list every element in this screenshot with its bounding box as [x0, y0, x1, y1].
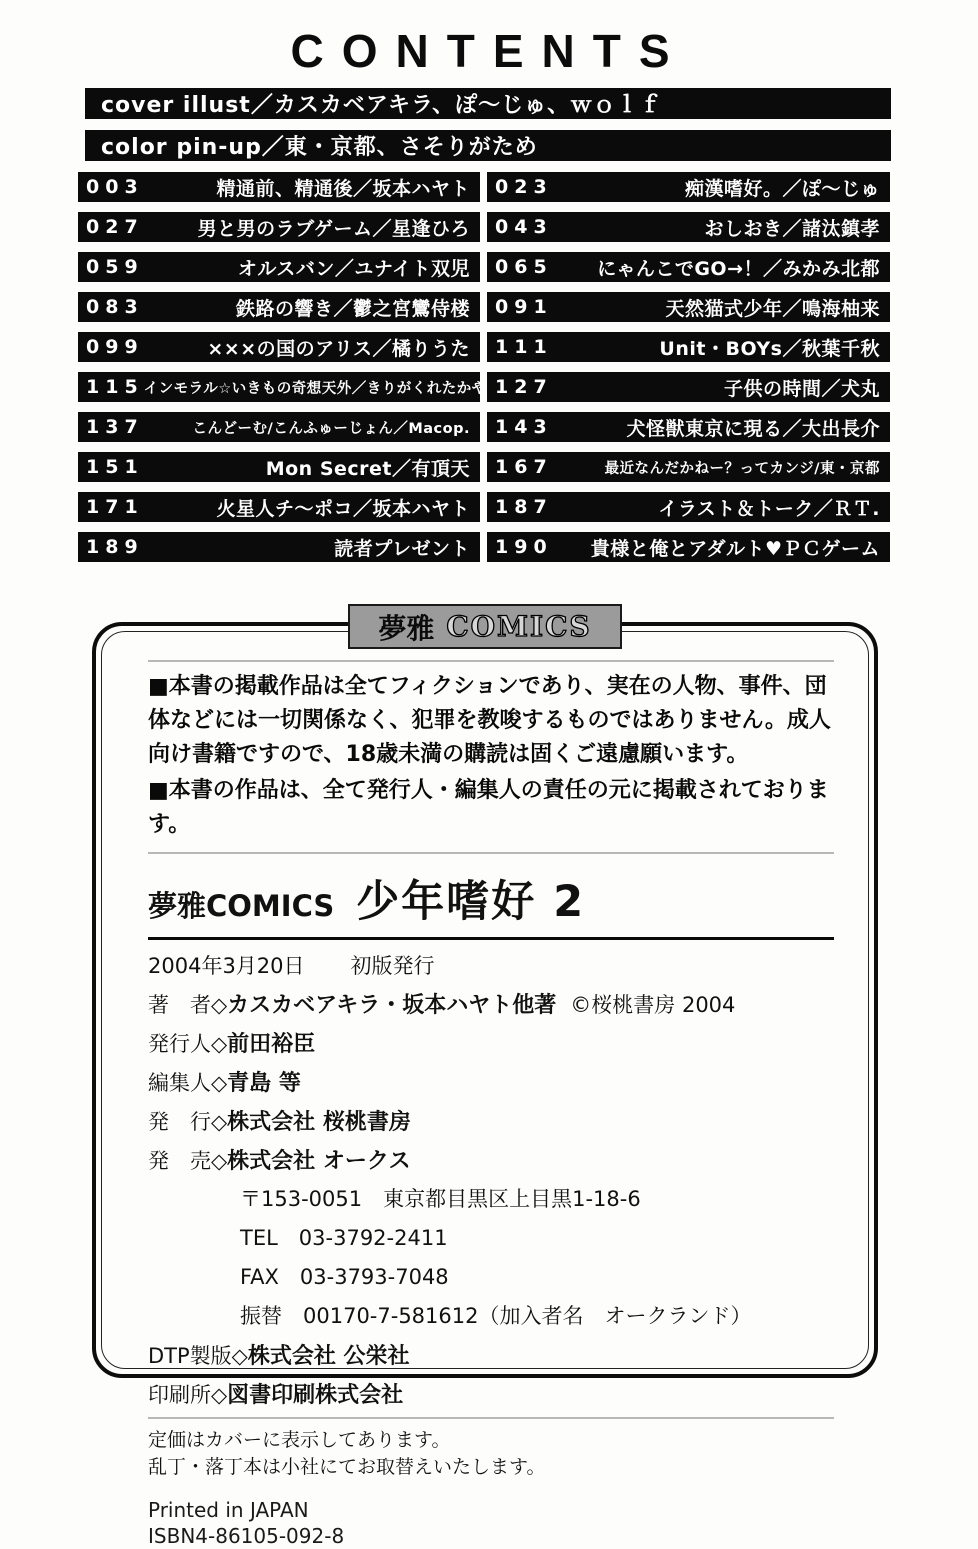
isbn-number: ISBN4-86105-092-8 [148, 1524, 345, 1548]
print-identifiers [148, 1497, 834, 1549]
toc-row [78, 172, 480, 202]
toc-entry-title: 男と男のラブゲーム／星逢ひろ [197, 217, 470, 240]
defect-note: 乱丁・落丁本は小社にてお取替えいたします。 [148, 1456, 546, 1478]
toc-entry-title: 鉄路の響き／鬱之宮鸞侍楼 [235, 297, 470, 320]
toc-page-number: 189 [86, 536, 144, 558]
toc-entry-title: オルスバン／ユナイト双児 [237, 257, 470, 280]
toc-row [487, 172, 890, 202]
toc-page-number: 083 [86, 296, 144, 318]
toc-entry-title: 子供の時間／犬丸 [723, 377, 880, 400]
toc-page-number: 143 [495, 416, 553, 438]
role-value: 株式会社 公栄社 [247, 1344, 410, 1369]
copyright-notice: ©桜桃書房 2004 [570, 993, 736, 1017]
price-note: 定価はカバーに表示してあります。 [148, 1429, 451, 1451]
toc-row [487, 412, 890, 442]
toc-entry-title: 痴漢嗜好。／ぽ～じゅ [684, 177, 880, 200]
colophon-details [148, 950, 834, 1409]
page-title: CONTENTS [290, 25, 688, 77]
role-value: 図書印刷株式会社 [227, 1383, 404, 1408]
editor-person-line [148, 1066, 834, 1097]
role-value: 青島 等 [227, 1071, 301, 1096]
distributor-line [148, 1144, 834, 1175]
book-title: 少年嗜好 2 [356, 877, 586, 927]
toc-page-number: 059 [86, 256, 144, 278]
divider [148, 660, 834, 662]
toc-row [78, 252, 480, 282]
publisher-company-line [148, 1105, 834, 1136]
toc-row [487, 372, 890, 402]
toc-row [487, 212, 890, 242]
toc-page-number: 023 [495, 176, 553, 198]
role-value: 株式会社 桜桃書房 [227, 1110, 411, 1135]
toc-row [487, 252, 890, 282]
imprint-kanji: 夢雅 [378, 611, 435, 645]
toc-page-number: 190 [495, 536, 553, 558]
toc-page-number: 043 [495, 216, 553, 238]
toc-entry-title: Unit・BOYs／秋葉千秋 [659, 337, 880, 360]
postal-transfer-account: 振替 00170-7-581612（加入者名 オークランド） [240, 1304, 752, 1328]
toc-row [78, 452, 480, 482]
toc-row [78, 412, 480, 442]
color-pinup-bar [85, 130, 891, 161]
toc-entry-title: 貴様と俺とアダルト♥ＰＣゲーム [590, 537, 880, 560]
cover-illust-label: cover illust／カスカベアキラ、ぽ～じゅ、ｗｏｌｆ [101, 93, 663, 118]
book-title-row [148, 868, 834, 940]
dtp-line [148, 1339, 834, 1370]
role-label: 発行人◇ [148, 1032, 228, 1056]
toc-page-number: 171 [86, 496, 144, 518]
toc-page-number: 115 [86, 376, 144, 398]
toc-entry-title: 火星人チ～ポコ／坂本ハヤト [216, 497, 470, 520]
role-label: 発 売◇ [148, 1149, 228, 1173]
author-line [148, 988, 834, 1019]
toc-entry-title: 精通前、精通後／坂本ハヤト [216, 177, 470, 200]
toc-row [487, 332, 890, 362]
cover-illust-bar [85, 88, 891, 119]
toc-page-number: 111 [495, 336, 553, 358]
toc-entry-title: にゃんこでGO→！／みかみ北都 [597, 257, 880, 280]
toc-row [487, 292, 890, 322]
toc-entry-title: 読者プレゼント [334, 537, 470, 560]
toc-entry-title: こんどーむ/こんふゅーじょん／Macop. [192, 420, 470, 437]
publication-date-line [148, 950, 834, 980]
publisher-contact-block [240, 1183, 834, 1330]
role-value: 前田裕臣 [227, 1032, 316, 1057]
toc-entry-title: おしおき／諸汰鎮孝 [704, 217, 880, 240]
imprint-latin: COMICS [446, 610, 592, 643]
toc-row [487, 492, 890, 522]
toc-row [78, 492, 480, 522]
postal-address: 〒153-0051 東京都目黒区上目黒1-18-6 [240, 1187, 641, 1211]
toc-page-number: 091 [495, 296, 553, 318]
toc-entry-title: イラスト＆トーク／ＲＴ. [658, 497, 880, 520]
toc-row [78, 292, 480, 322]
toc-entry-title: 犬怪獣東京に現る／大出長介 [626, 417, 880, 440]
series-name: 夢雅COMICS [148, 889, 335, 923]
toc-entry-title: 天然猫式少年／鳴海柚来 [665, 297, 880, 320]
printer-line [148, 1378, 834, 1409]
colophon-box [92, 610, 878, 1548]
toc-row [78, 372, 487, 402]
author-names: カスカベアキラ・坂本ハヤト他著 [227, 993, 557, 1018]
toc-entry-title: 最近なんだかねー？ってカンジ/東・京都 [604, 460, 880, 477]
table-of-contents [78, 172, 978, 562]
role-label: 発 行◇ [148, 1110, 228, 1134]
toc-page-number: 151 [86, 456, 144, 478]
disclaimer-text [148, 670, 834, 842]
role-label: 編集人◇ [148, 1071, 228, 1095]
toc-page-number: 065 [495, 256, 553, 278]
toc-page-number: 167 [495, 456, 553, 478]
toc-row [487, 532, 890, 562]
toc-entry-title: Mon Secret／有頂天 [265, 457, 470, 480]
toc-row [78, 332, 480, 362]
telephone-number: TEL 03-3792-2411 [240, 1226, 448, 1250]
toc-row [487, 452, 890, 482]
toc-page-number: 187 [495, 496, 553, 518]
toc-row [78, 532, 480, 562]
comics-imprint-badge [348, 604, 622, 649]
author-label: 著 者◇ [148, 993, 228, 1017]
toc-page-number: 099 [86, 336, 144, 358]
purchase-notes [148, 1427, 834, 1481]
printed-in-japan: Printed in JAPAN [148, 1498, 309, 1522]
role-label: DTP製版◇ [148, 1344, 248, 1368]
color-pinup-label: color pin-up／東・京都、さそりがため [101, 135, 538, 160]
publisher-person-line [148, 1027, 834, 1058]
toc-page-number: 127 [495, 376, 553, 398]
toc-page-number: 137 [86, 416, 144, 438]
toc-page-number: 027 [86, 216, 144, 238]
fax-number: FAX 03-3793-7048 [240, 1265, 449, 1289]
edition-note: 初版発行 [350, 954, 435, 978]
toc-row [78, 212, 480, 242]
toc-entry-title: ×××の国のアリス／橘りうた [207, 337, 470, 360]
disclaimer-paragraph: ■本書の掲載作品は全てフィクションであり、実在の人物、事件、団体などには一切関係なく、犯罪を教唆するものではありません。成人向け書籍ですので、18歳未満の購読は固くご遠慮願います。 [148, 674, 831, 767]
disclaimer-paragraph: ■本書の作品は、全て発行人・編集人の責任の元に掲載されております。 [148, 778, 829, 837]
toc-page-number: 003 [86, 176, 144, 198]
toc-entry-title: インモラル☆いきもの奇想天外／きりがくれたかや [143, 380, 487, 397]
role-label: 印刷所◇ [148, 1383, 228, 1407]
role-value: 株式会社 オークス [227, 1149, 411, 1174]
divider [148, 1417, 834, 1419]
divider [148, 852, 834, 854]
publication-date: 2004年3月20日 [148, 954, 305, 978]
